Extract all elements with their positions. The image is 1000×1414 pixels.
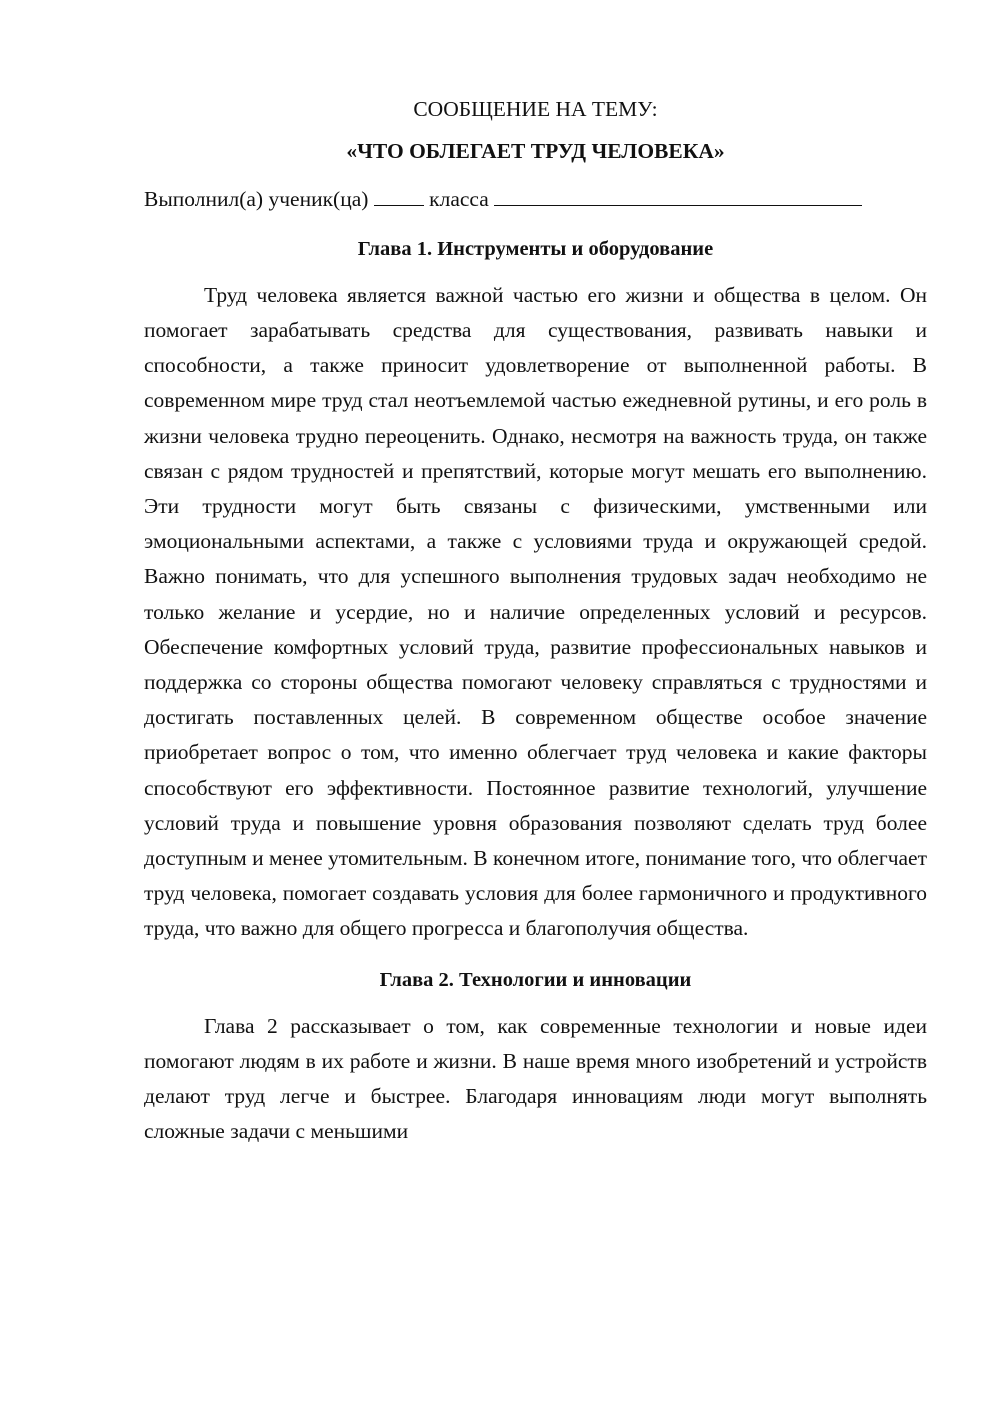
chapter-heading: Глава 1. Инструменты и оборудование bbox=[357, 237, 714, 260]
document-title-line1: СООБЩЕНИЕ НА ТЕМУ: bbox=[413, 97, 658, 121]
document-title-line2: «ЧТО ОБЛЕГАЕТ ТРУД ЧЕЛОВЕКА» bbox=[346, 139, 725, 164]
chapter-1 bbox=[144, 232, 927, 947]
chapter-paragraph: Труд человека является важной частью его жизни и общества в целом. Он помогает зарабатывать средства для существования, развивать навыки и способности, а также приносит удовлетворение от выполненной работы. В современном мире труд стал неотъемлемой частью ежедневной рутины, и его роль в жизни человека трудно переоценить. Однако, несмотря на важность труда, он также связан с рядом трудностей и препятствий, которые могут мешать его выполнению. Эти трудности могут быть связаны с физическими, умственными или эмоциональными аспектами, а также с условиями труда и окружающей средой. Важно понимать, что для успешного выполнения трудовых задач необходимо не только желание и усердие, но и наличие определенных условий и ресурсов. Обеспечение комфортных условий труда, развитие профессиональных навыков и поддержка со стороны общества помогают человеку справляться с трудностями и достигать поставленных целей. В современном обществе особое значение приобретает вопрос о том, что именно облегчает труд человека и какие факторы способствуют его эффективности. Постоянное развитие технологий, улучшение условий труда и повышение уровня образования позволяют сделать труд более доступным и менее утомительным. В конечном итоге, понимание того, что облегчает труд человека, помогает создавать условия для более гармоничного и продуктивного труда, что важно для общего прогресса и благополучия общества. bbox=[144, 282, 927, 941]
chapter-heading: Глава 2. Технологии и инновации bbox=[379, 968, 692, 991]
class-blank-line bbox=[374, 183, 424, 206]
chapter-2 bbox=[144, 963, 927, 1150]
name-blank-line bbox=[494, 183, 862, 206]
document-body bbox=[144, 92, 927, 1150]
byline-prefix: Выполнил(а) ученик(ца) bbox=[144, 187, 369, 212]
chapter-paragraph: Глава 2 рассказывает о том, как современные технологии и новые идеи помогают людям в их работе и жизни. В наше время много изобретений и устройств делают труд легче и быстрее. Благодаря инновациям люди могут выполнять сложные задачи с меньшими bbox=[144, 1013, 927, 1144]
author-byline bbox=[144, 182, 927, 217]
byline-class-label: класса bbox=[429, 187, 489, 212]
